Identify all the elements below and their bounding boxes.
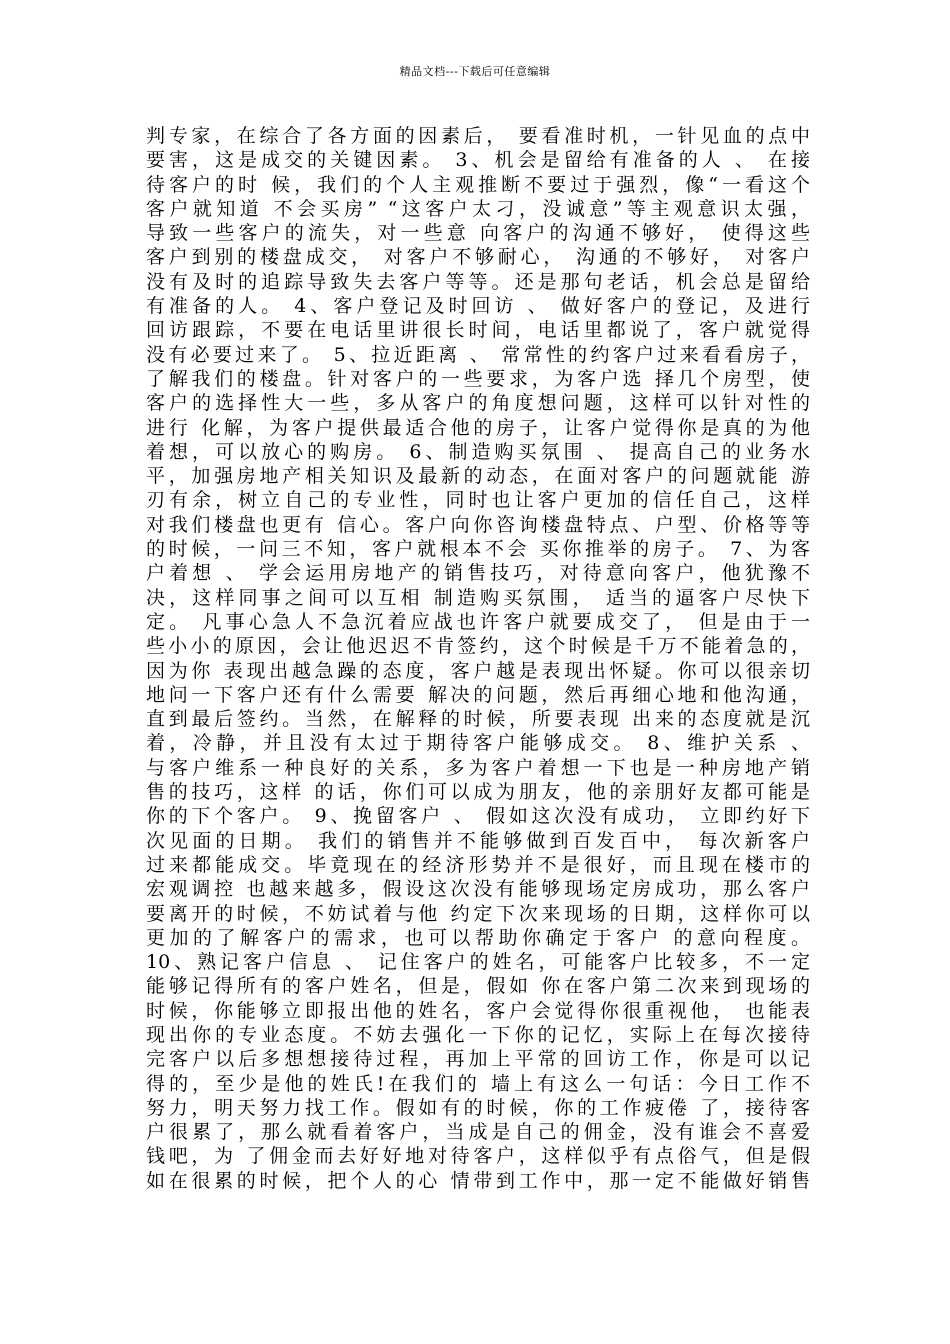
text-line: 客户到别的楼盘成交， 对客户不够耐心， 沟通的不够好， 对客户 <box>146 246 810 269</box>
text-line: 待客户的时 候，我们的个人主观推断不要过于强烈，像“一看这个 <box>146 173 810 196</box>
text-line: 得的，至少是他的姓氏!在我们的 墙上有这么一句话：今日工作不 <box>146 1072 810 1095</box>
text-line: 要害，这是成交的关键因素。 3、机会是留给有准备的人 、 在接 <box>146 149 810 172</box>
text-line: 时候，你能够立即报出他的姓名，客户会觉得你很重视他， 也能表 <box>146 999 810 1022</box>
text-line: 如在很累的时候，把个人的心 情带到工作中，那一定不能做好销售 <box>146 1169 810 1192</box>
text-line: 10、熟记客户信息 、 记住客户的姓名，可能客户比较多，不一定 <box>146 951 810 974</box>
text-line: 着想，可以放心的购房。 6、制造购买氛围 、 提高自己的业务水 <box>146 440 810 463</box>
text-line: 户着想 、 学会运用房地产的销售技巧，对待意向客户，他犹豫不 <box>146 562 810 585</box>
text-line: 决，这样同事之间可以互相 制造购买氛围， 适当的逼客户尽快下 <box>146 586 810 609</box>
text-line: 直到最后签约。当然，在解释的时候，所要表现 出来的态度就是沉 <box>146 708 810 731</box>
text-line: 客户的选择性大一些，多从客户的角度想问题，这样可以针对性的 <box>146 392 810 415</box>
text-line: 售的技巧，这样 的话，你们可以成为朋友，他的亲朋好友都可能是 <box>146 781 810 804</box>
text-line: 平，加强房地产相关知识及最新的动态，在面对客户的问题就能 游 <box>146 465 810 488</box>
text-line: 努力，明天努力找工作。假如有的时候，你的工作疲倦 了，接待客 <box>146 1096 810 1119</box>
text-line: 与客户维系一种良好的关系，多为客户着想一下也是一种房地产销 <box>146 756 810 779</box>
text-line: 进行 化解，为客户提供最适合他的房子，让客户觉得你是真的为他 <box>146 416 810 439</box>
text-line: 完客户以后多想想接待过程，再加上平常的回访工作，你是可以记 <box>146 1048 810 1071</box>
text-line: 着，冷静，并且没有太过于期待客户能够成交。 8、维护关系 、 <box>146 732 810 755</box>
text-line: 导致一些客户的流失，对一些意 向客户的沟通不够好， 使得这些 <box>146 222 810 245</box>
text-line: 判专家，在综合了各方面的因素后， 要看准时机，一针见血的点中 <box>146 125 810 147</box>
text-line: 有准备的人。 4、客户登记及时回访 、 做好客户的登记，及进行 <box>146 295 810 318</box>
text-line: 对我们楼盘也更有 信心。客户向你咨询楼盘特点、户型、价格等等 <box>146 513 810 536</box>
text-line: 过来都能成交。毕竟现在的经济形势并不是很好，而且现在楼市的 <box>146 853 810 876</box>
body-text <box>146 124 810 1193</box>
text-line: 定。 凡事心急人不急沉着应战也许客户就要成交了， 但是由于一 <box>146 610 810 633</box>
text-line: 没有必要过来了。 5、拉近距离 、 常常性的约客户过来看看房子， <box>146 343 810 366</box>
text-line: 现出你的专业态度。不妨去强化一下你的记忆，实际上在每次接待 <box>146 1023 810 1046</box>
text-line: 次见面的日期。 我们的销售并不能够做到百发百中， 每次新客户 <box>146 829 810 852</box>
text-line: 更加的了解客户的需求，也可以帮助你确定于客户 的意向程度。 <box>146 926 810 949</box>
text-line: 没有及时的追踪导致失去客户等等。还是那句老话，机会总是留给 <box>146 270 810 293</box>
text-line: 因为你 表现出越急躁的态度，客户越是表现出怀疑。你可以很亲切 <box>146 659 810 682</box>
text-line: 宏观调控 也越来越多，假设这次没有能够现场定房成功，那么客户 <box>146 878 810 901</box>
text-line: 些小小的原因，会让他迟迟不肯签约，这个时候是千万不能着急的， <box>146 635 810 658</box>
text-line: 地问一下客户还有什么需要 解决的问题，然后再细心地和他沟通， <box>146 683 810 706</box>
text-line: 的时候，一问三不知，客户就根本不会 买你推举的房子。 7、为客 <box>146 538 810 561</box>
text-line: 回访跟踪，不要在电话里讲很长时间，电话里都说了，客户就觉得 <box>146 319 810 342</box>
text-line: 户很累了，那么就看着客户，当成是自己的佣金，没有谁会不喜爱 <box>146 1121 810 1144</box>
text-line: 你的下个客户。 9、挽留客户 、 假如这次没有成功， 立即约好下 <box>146 805 810 828</box>
text-line: 客户就知道 不会买房” “这客户太刁，没诚意”等主观意识太强， <box>146 197 810 220</box>
text-line: 要离开的时候，不妨试着与他 约定下次来现场的日期，这样你可以 <box>146 902 810 925</box>
page-header: 精品文档---下载后可任意编辑 <box>399 65 551 78</box>
text-line: 能够记得所有的客户姓名，但是，假如 你在客户第二次来到现场的 <box>146 975 810 998</box>
text-line: 刃有余，树立自己的专业性，同时也让客户更加的信任自己，这样 <box>146 489 810 512</box>
text-line: 钱吧，为 了佣金而去好好地对待客户，这样似乎有点俗气，但是假 <box>146 1145 810 1168</box>
text-line: 了解我们的楼盘。针对客户的一些要求，为客户选 择几个房型，使 <box>146 367 810 390</box>
